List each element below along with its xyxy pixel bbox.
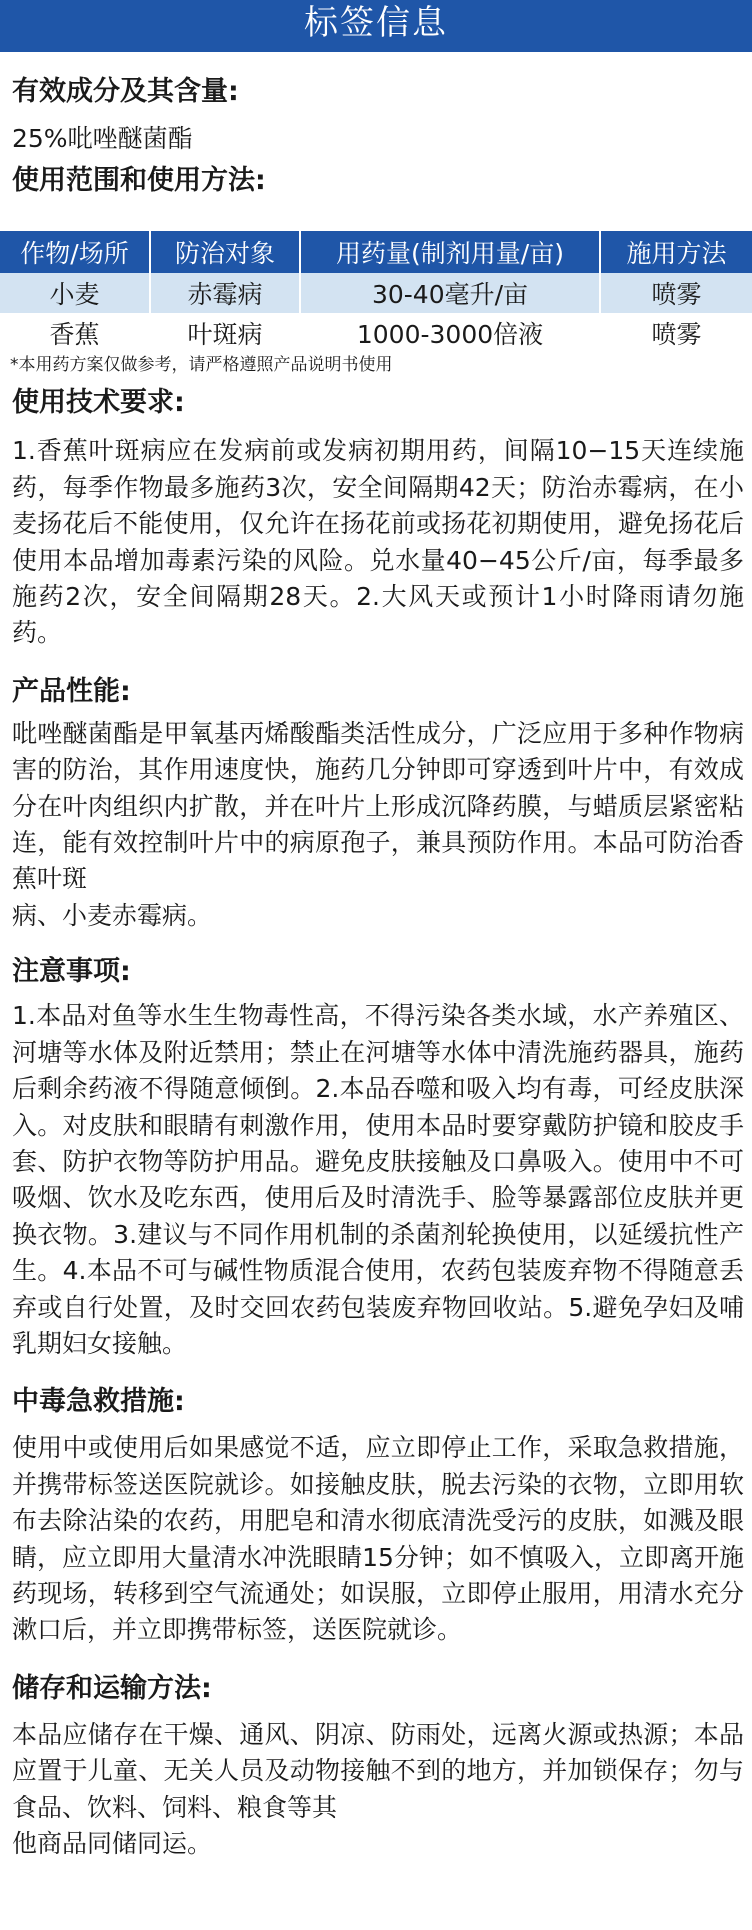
technique-heading: 使用技术要求: bbox=[12, 387, 185, 419]
first-aid-heading: 中毒急救措施: bbox=[12, 1386, 185, 1418]
header-target: 防治对象 bbox=[150, 231, 300, 273]
header-method: 施用方法 bbox=[600, 231, 752, 273]
cell-crop: 小麦 bbox=[0, 273, 150, 313]
performance-heading: 产品性能: bbox=[12, 675, 131, 707]
cell-dosage: 1000-3000倍液 bbox=[300, 313, 600, 353]
storage-text-part1: 本品应储存在干燥、通风、阴凉、防雨处，远离火源或热源；本品应置于儿童、无关人员及动物接触不到的地方，并加锁保存；勿与食品、饮料、饲料、粮食等其 bbox=[12, 1719, 744, 1822]
usage-note: *本用药方案仅做参考，请严格遵照产品说明书使用 bbox=[10, 355, 393, 376]
header-dosage: 用药量(制剂用量/亩) bbox=[300, 231, 600, 273]
cell-method: 喷雾 bbox=[600, 273, 752, 313]
performance-text bbox=[12, 716, 744, 934]
cell-crop: 香蕉 bbox=[0, 313, 150, 353]
storage-text-part2: 他商品同储同运。 bbox=[12, 1829, 213, 1858]
ingredient-value: 25%吡唑醚菌酯 bbox=[12, 124, 193, 153]
usage-heading: 使用范围和使用方法: bbox=[12, 165, 266, 197]
cell-method: 喷雾 bbox=[651, 320, 702, 350]
precautions-text: 1.本品对鱼等水生生物毒性高，不得污染各类水域，水产养殖区、河塘等水体及附近禁用；禁止在河塘等水体中清洗施药器具，施药后剩余药液不得随意倾倒。2.本品吞噬和吸入均有毒，可经皮肤深入。对皮肤和眼睛有刺激作用，使用本品时要穿戴防护镜和胶皮手套、防护衣物等防护用品。避免皮肤接触及口鼻吸入。使用中不可吸烟、饮水及吃东西，使用后及时清洗手、脸等暴露部位皮肤并更换衣物。3.建议与不同作用机制的杀菌剂轮换使用，以延缓抗性产生。4.本品不可与碱性物质混合使用，农药包装废弃物不得随意丢弃或自行处置，及时交回农药包装废弃物回收站。5.避免孕妇及哺乳期妇女接触。 bbox=[12, 1001, 744, 1358]
performance-text-part2: 病、小麦赤霉病。 bbox=[12, 900, 213, 930]
first-aid-text: 使用中或使用后如果感觉不适，应立即停止工作，采取急救措施，并携带标签送医院就诊。如接触皮肤，脱去污染的衣物，立即用软布去除沾染的农药，用肥皂和清水彻底清洗受污的皮肤，如溅及眼睛，应立即用大量清水冲洗眼睛15分钟；如不慎吸入，立即离开施药现场，转移到空气流通处；如误服，立即停止服用，用清水充分漱口后，并立即携带标签，送医院就诊。 bbox=[12, 1433, 744, 1645]
technique-text: 1.香蕉叶斑病应在发病前或发病初期用药，间隔10−15天连续施药，每季作物最多施药3次，安全间隔期42天；防治赤霉病，在小麦扬花后不能使用，仅允许在扬花前或扬花初期使用，避免扬花后使用本品增加毒素污染的风险。兑水量40−45公斤/亩，每季最多施药2次，安全间隔期28天。2.大风天或预计1小时降雨请勿施药。 bbox=[12, 436, 744, 648]
ingredient-heading: 有效成分及其含量: bbox=[12, 76, 239, 107]
header-crop: 作物/场所 bbox=[0, 231, 150, 273]
page-title-banner: 标签信息 bbox=[0, 0, 752, 52]
storage-heading: 储存和运输方法: bbox=[12, 1672, 212, 1704]
table-header-row bbox=[0, 231, 752, 273]
performance-text-part1: 吡唑醚菌酯是甲氧基丙烯酸酯类活性成分，广泛应用于多种作物病害的防治，其作用速度快，施药几分钟即可穿透到叶片中，有效成分在叶肉组织内扩散，并在叶片上形成沉降药膜，与蜡质层紧密粘连，能有效控制叶片中的病原孢子，兼具预防作用。本品可防治香蕉叶斑 bbox=[12, 718, 744, 894]
precautions-heading: 注意事项: bbox=[12, 956, 131, 988]
cell-dosage: 30-40毫升/亩 bbox=[300, 273, 600, 313]
cell-target: 叶斑病 bbox=[150, 313, 300, 353]
table-row bbox=[0, 273, 752, 313]
storage-text bbox=[12, 1717, 744, 1863]
cell-target: 赤霉病 bbox=[150, 273, 300, 313]
dosage-table bbox=[0, 231, 752, 353]
table-row bbox=[0, 313, 752, 353]
